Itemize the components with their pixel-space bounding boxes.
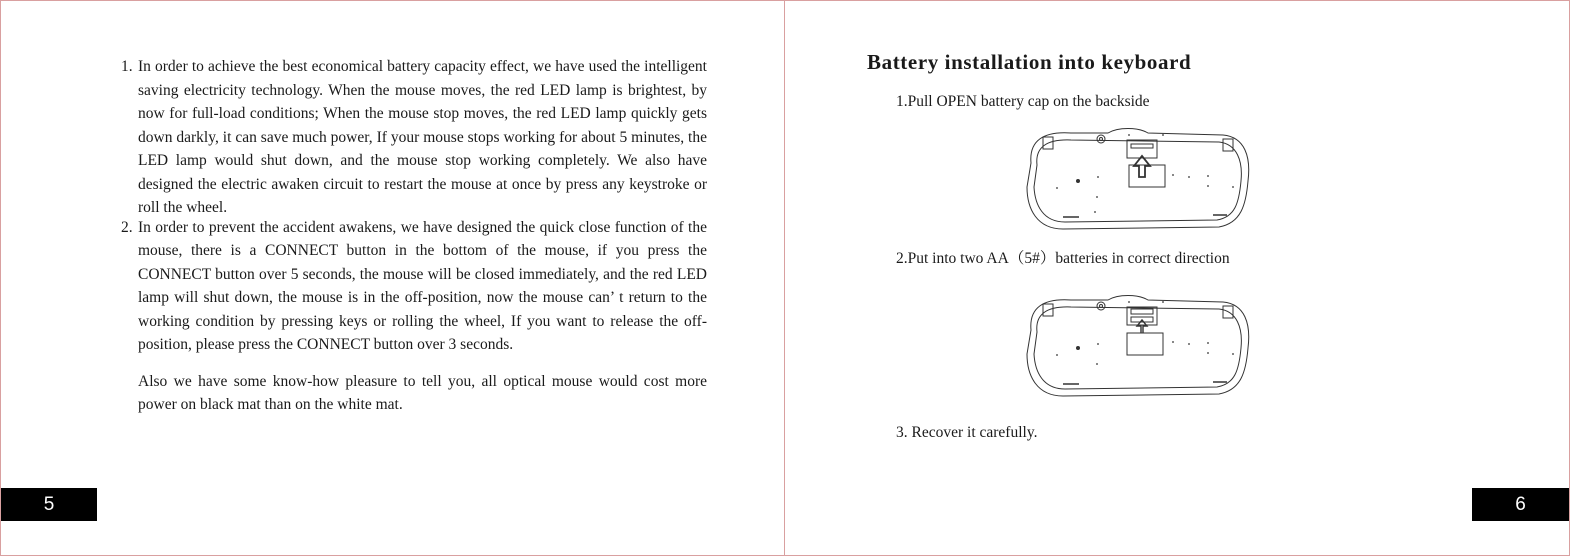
- mat-note-text: Also we have some know-how pleasure to tell you, all optical mouse would cost more power on black mat than on the white mat.: [138, 372, 707, 413]
- left-page-content: [121, 55, 707, 417]
- keyboard-battery-cap-illustration: [1023, 123, 1253, 233]
- list-item-2-number: 2.: [121, 218, 133, 236]
- page-number-right: 6: [1472, 488, 1569, 521]
- step-1-text: 1.Pull OPEN battery cap on the backside: [896, 93, 1150, 110]
- step-3-text: 3. Recover it carefully.: [896, 424, 1038, 441]
- list-item-2: [121, 216, 707, 357]
- list-item-2-text: In order to prevent the accident awakens, we have designed the quick close function of the mouse, there is a CONNECT button in the bottom of the mouse, if you press the CONNECT button over 5 seconds, the mouse will be closed immediately, and the red LED lamp will shut down, the mouse is in the off-position, now the mouse can’ t return to the working condition by pressing keys or rolling the wheel, If you want to release the off-position, please press the CONNECT button over 3 seconds.: [138, 218, 707, 353]
- section-heading: Battery installation into keyboard: [867, 50, 1192, 74]
- left-page: [0, 0, 785, 556]
- step-2-text: 2.Put into two AA（5#）batteries in correct direction: [896, 250, 1230, 267]
- list-item-1-number: 1.: [121, 58, 133, 75]
- list-item-1: [121, 55, 707, 220]
- right-page: [784, 0, 1570, 556]
- list-item-1-text: In order to achieve the best economical battery capacity effect, we have used the intelligent saving electricity technology. When the mouse moves, the red LED lamp is brightest, by now for full-load conditions; When the mouse stop moves, the red LED lamp quickly gets down darkly, it can save much power, If your mouse stops working for about 5 minutes, the LED lamp would shut down, and the mouse stop working completely. We also have designed the electric awaken circuit to restart the mouse at once by press any keystroke or roll the wheel.: [138, 58, 707, 216]
- page-number-left: 5: [1, 488, 97, 521]
- keyboard-batteries-illustration: [1023, 290, 1253, 400]
